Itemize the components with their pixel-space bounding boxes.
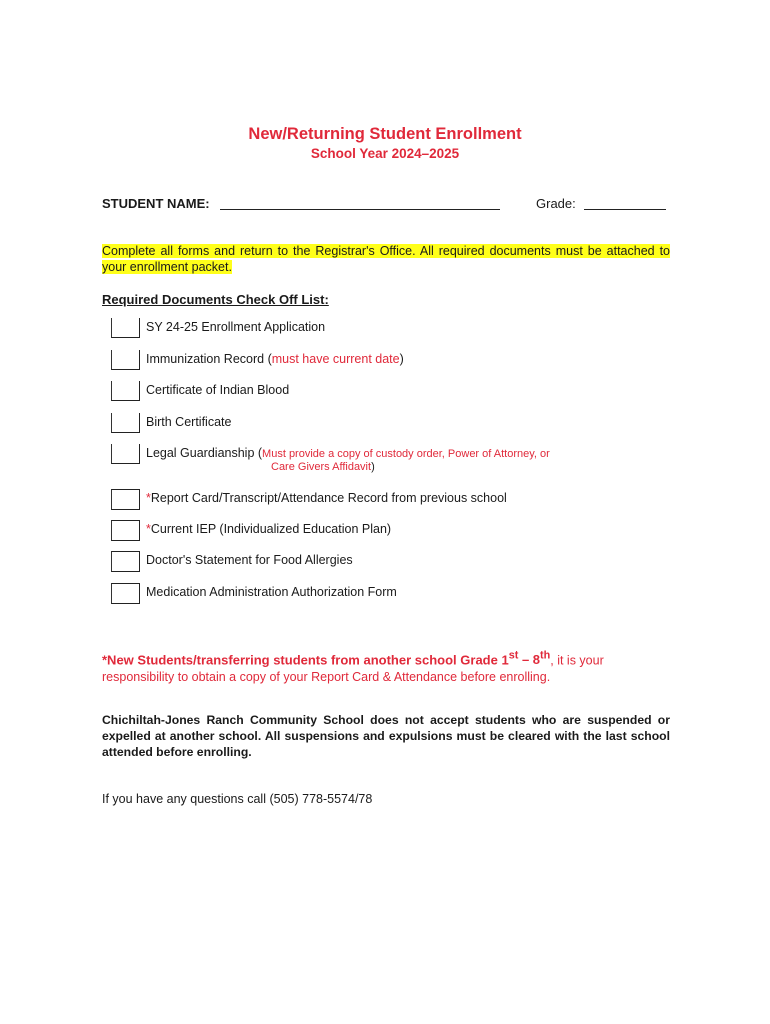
checklist-item <box>111 583 571 605</box>
student-name-label: STUDENT NAME: <box>102 196 210 211</box>
student-name-field[interactable] <box>220 209 500 210</box>
checklist-heading: Required Documents Check Off List: <box>102 292 329 307</box>
checklist-item <box>111 350 571 372</box>
form-subtitle: School Year 2024–2025 <box>310 146 460 161</box>
student-info-row <box>102 196 668 216</box>
checklist-item <box>111 520 571 542</box>
checklist-item-label: Doctor's Statement for Food Allergies <box>146 553 353 567</box>
requirement-note: Must provide a copy of custody order, Power of Attorney, or <box>262 448 550 460</box>
checklist-item-label: *Report Card/Transcript/Attendance Record from previous school <box>146 491 507 505</box>
checklist-item <box>111 551 571 573</box>
form-title: New/Returning Student Enrollment <box>248 125 522 143</box>
checklist-item <box>111 489 571 511</box>
checklist-item <box>111 413 571 435</box>
checkbox[interactable] <box>111 489 140 510</box>
checklist-item-label: Medication Administration Authorization Form <box>146 585 397 599</box>
checkbox[interactable] <box>111 520 140 541</box>
checklist-item <box>111 318 571 340</box>
grade-label: Grade: <box>536 196 576 211</box>
checklist-item-label: Legal Guardianship (Must provide a copy of custody order, Power of Attorney, or <box>146 446 550 460</box>
checkbox[interactable] <box>111 350 140 370</box>
checklist-item-label: Immunization Record (must have current date) <box>146 352 404 366</box>
checkbox[interactable] <box>111 381 140 401</box>
requirement-note: must have current date <box>271 352 400 366</box>
grade-field[interactable] <box>584 209 666 210</box>
checklist-item <box>111 444 631 478</box>
notice-text: Complete all forms and return to the Registrar's Office. All required documents must be attached to your enrollment packet. <box>102 244 670 274</box>
checklist-item-label: SY 24-25 Enrollment Application <box>146 320 326 334</box>
checklist-item-label: Certificate of Indian Blood <box>146 383 290 397</box>
checkbox[interactable] <box>111 551 140 572</box>
checkbox[interactable] <box>111 444 140 464</box>
checklist-item <box>111 381 571 403</box>
highlighted-notice <box>102 243 670 275</box>
suspension-policy: Chichiltah-Jones Ranch Community School does not accept students who are suspended or expelled at another school. All suspensions and expulsions must be cleared with the last school attended before enrolling. <box>102 713 670 759</box>
checkbox[interactable] <box>111 413 140 433</box>
checkbox[interactable] <box>111 583 140 604</box>
contact-info: If you have any questions call (505) 778-5574/78 <box>102 792 373 806</box>
checklist-item-label: *Current IEP (Individualized Education Plan) <box>146 522 392 536</box>
checklist-item-label: Birth Certificate <box>146 415 232 429</box>
requirement-note-continued: Care Givers Affidavit) <box>271 461 375 473</box>
checkbox[interactable] <box>111 318 140 338</box>
transfer-student-note: *New Students/transferring students from another school Grade 1st – 8th, it is your responsibility to obtain a copy of your Report Card & Attendance before enrolling. <box>102 650 604 685</box>
